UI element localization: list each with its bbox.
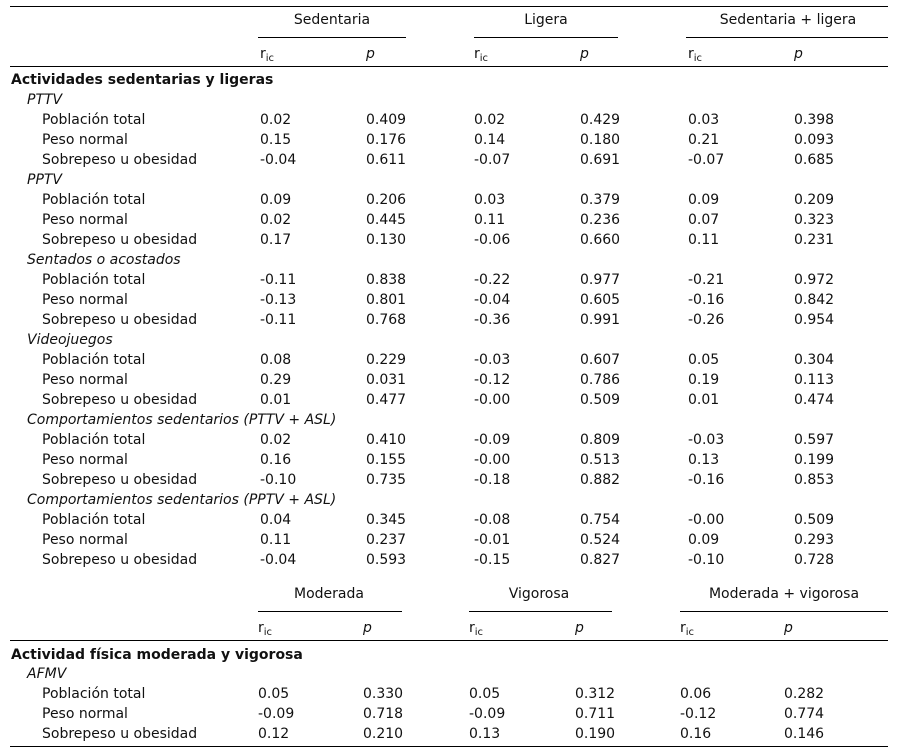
table-cell: 0.14 [474, 132, 506, 148]
row-label: Población total [42, 512, 146, 528]
table-cell: 0.977 [580, 272, 621, 288]
row-label: Sobrepeso u obesidad [42, 552, 198, 568]
table-cell: 0.130 [366, 232, 407, 248]
table-cell: -0.09 [474, 432, 511, 448]
table-cell: -0.11 [260, 312, 297, 328]
table-top-rule [10, 6, 888, 7]
table-cell: 0.05 [258, 686, 290, 702]
table-cell: -0.00 [688, 512, 725, 528]
row-label: Sobrepeso u obesidad [42, 152, 198, 168]
table-cell: -0.00 [474, 392, 511, 408]
table-cell: 0.229 [366, 352, 407, 368]
row-label: Población total [42, 686, 146, 702]
table-cell: 0.12 [258, 726, 290, 742]
group-header-2: Ligera [524, 12, 568, 28]
table-cell: 0.21 [688, 132, 720, 148]
table-cell: 0.754 [580, 512, 621, 528]
group-rule-2 [474, 37, 618, 38]
r-symbol: r [680, 620, 686, 636]
table-cell: 0.03 [474, 192, 506, 208]
table-cell: 0.236 [580, 212, 621, 228]
table-cell: 0.474 [794, 392, 835, 408]
table-cell: -0.08 [474, 512, 511, 528]
row-label: Sobrepeso u obesidad [42, 312, 198, 328]
table-cell: 0.05 [688, 352, 720, 368]
table-cell: -0.10 [260, 472, 297, 488]
row-label: Peso normal [42, 132, 128, 148]
table-cell: 0.03 [688, 112, 720, 128]
group-rule-1 [258, 37, 406, 38]
table-cell: 0.972 [794, 272, 835, 288]
table-cell: 0.445 [366, 212, 407, 228]
group-header-5: Vigorosa [508, 586, 570, 602]
table-cell: 0.01 [688, 392, 720, 408]
table-cell: 0.293 [794, 532, 835, 548]
table-cell: 0.08 [260, 352, 292, 368]
table-cell: 0.180 [580, 132, 621, 148]
r-subscript: ic [474, 627, 484, 638]
table-cell: 0.19 [688, 372, 720, 388]
table-cell: 0.11 [474, 212, 506, 228]
table-cell: 0.345 [366, 512, 407, 528]
row-label: Población total [42, 192, 146, 208]
table-cell: 0.735 [366, 472, 407, 488]
r-subscript: ic [693, 53, 703, 64]
table-cell: 0.809 [580, 432, 621, 448]
top-group-2-p-label: p [580, 46, 589, 62]
table-cell: 0.02 [260, 212, 292, 228]
table-cell: -0.22 [474, 272, 511, 288]
r-subscript: ic [685, 627, 695, 638]
group-rule-6 [680, 611, 888, 612]
table-cell: 0.09 [688, 532, 720, 548]
bottom-group-3-r-ic-label [680, 620, 694, 636]
table-cell: 0.509 [580, 392, 621, 408]
table-cell: -0.07 [474, 152, 511, 168]
row-label: Población total [42, 112, 146, 128]
table-cell: 0.611 [366, 152, 407, 168]
table-cell: 0.477 [366, 392, 407, 408]
top-group-1-p-label: p [366, 46, 375, 62]
bottom-group-1-r-ic-label [258, 620, 272, 636]
table-cell: 0.16 [680, 726, 712, 742]
table-cell: 0.991 [580, 312, 621, 328]
table-cell: 0.190 [575, 726, 616, 742]
table-cell: 0.728 [794, 552, 835, 568]
table-cell: -0.03 [688, 432, 725, 448]
subsection-title: PPTV [27, 172, 63, 188]
table-cell: 0.838 [366, 272, 407, 288]
table-cell: -0.36 [474, 312, 511, 328]
table-cell: -0.12 [680, 706, 717, 722]
r-symbol: r [260, 46, 266, 62]
subsection-title: PTTV [27, 92, 63, 108]
row-label: Peso normal [42, 292, 128, 308]
table-cell: 0.409 [366, 112, 407, 128]
table-cell: -0.06 [474, 232, 511, 248]
r-subscript: ic [265, 53, 275, 64]
table-cell: 0.330 [363, 686, 404, 702]
table-cell: 0.210 [363, 726, 404, 742]
table-cell: 0.774 [784, 706, 825, 722]
table-cell: 0.199 [794, 452, 835, 468]
table-cell: 0.323 [794, 212, 835, 228]
table-cell: 0.07 [688, 212, 720, 228]
table-cell: 0.513 [580, 452, 621, 468]
table-cell: -0.09 [469, 706, 506, 722]
table-cell: -0.10 [688, 552, 725, 568]
table-cell: 0.13 [469, 726, 501, 742]
table-cell: -0.15 [474, 552, 511, 568]
row-label: Peso normal [42, 706, 128, 722]
row-label: Sobrepeso u obesidad [42, 392, 198, 408]
table-cell: -0.13 [260, 292, 297, 308]
table-cell: 0.237 [366, 532, 407, 548]
top-group-3-r-ic-label [688, 46, 702, 62]
row-label: Sobrepeso u obesidad [42, 472, 198, 488]
table-cell: 0.524 [580, 532, 621, 548]
subsection-title: Videojuegos [27, 332, 113, 348]
table-cell: 0.827 [580, 552, 621, 568]
bottom-group-3-p-label: p [784, 620, 793, 636]
table-cell: 0.660 [580, 232, 621, 248]
table-cell: 0.685 [794, 152, 835, 168]
bottom-group-2-r-ic-label [469, 620, 483, 636]
table-cell: 0.05 [469, 686, 501, 702]
subsection-title: Sentados o acostados [27, 252, 181, 268]
table-cell: 0.16 [260, 452, 292, 468]
table-cell: 0.768 [366, 312, 407, 328]
group-rule-5 [469, 611, 612, 612]
top-group-2-r-ic-label [474, 46, 488, 62]
table-cell: 0.01 [260, 392, 292, 408]
table-cell: 0.282 [784, 686, 825, 702]
table-cell: 0.29 [260, 372, 292, 388]
table-cell: 0.13 [688, 452, 720, 468]
top-group-1-r-ic-label [260, 46, 274, 62]
table-cell: -0.18 [474, 472, 511, 488]
table-cell: 0.954 [794, 312, 835, 328]
table-cell: 0.304 [794, 352, 835, 368]
table-cell: 0.801 [366, 292, 407, 308]
row-label: Peso normal [42, 212, 128, 228]
table-cell: 0.398 [794, 112, 835, 128]
row-label: Población total [42, 272, 146, 288]
table-cell: 0.718 [363, 706, 404, 722]
table-cell: 0.09 [260, 192, 292, 208]
table-cell: 0.02 [260, 432, 292, 448]
bottom-header-rule [10, 640, 888, 641]
table-cell: -0.01 [474, 532, 511, 548]
table-cell: -0.12 [474, 372, 511, 388]
table-cell: 0.02 [474, 112, 506, 128]
group-header-4: Moderada [294, 586, 364, 602]
subsection-title: AFMV [27, 666, 67, 682]
table-cell: -0.09 [258, 706, 295, 722]
table-cell: 0.155 [366, 452, 407, 468]
subsection-title: Comportamientos sedentarios (PPTV + ASL) [27, 492, 337, 508]
header-bottom-rule [10, 66, 888, 67]
table-cell: 0.15 [260, 132, 292, 148]
r-subscript: ic [479, 53, 489, 64]
group-header-1: Sedentaria [293, 12, 371, 28]
table-cell: 0.429 [580, 112, 621, 128]
r-subscript: ic [263, 627, 273, 638]
row-label: Peso normal [42, 452, 128, 468]
table-cell: 0.691 [580, 152, 621, 168]
table-cell: 0.06 [680, 686, 712, 702]
table-cell: 0.17 [260, 232, 292, 248]
subsection-title: Comportamientos sedentarios (PTTV + ASL) [27, 412, 337, 428]
table-cell: 0.509 [794, 512, 835, 528]
table-cell: 0.206 [366, 192, 407, 208]
table-cell: -0.04 [260, 152, 297, 168]
table-cell: 0.04 [260, 512, 292, 528]
table-cell: 0.593 [366, 552, 407, 568]
row-label: Peso normal [42, 532, 128, 548]
table-cell: -0.07 [688, 152, 725, 168]
table-cell: 0.605 [580, 292, 621, 308]
table-cell: 0.882 [580, 472, 621, 488]
bottom-group-1-p-label: p [363, 620, 372, 636]
section-title-sedentary: Actividades sedentarias y ligeras [11, 72, 274, 88]
table-cell: -0.16 [688, 472, 725, 488]
r-symbol: r [469, 620, 475, 636]
table-cell: -0.04 [474, 292, 511, 308]
group-header-3: Sedentaria + ligera [719, 12, 857, 28]
r-symbol: r [258, 620, 264, 636]
table-cell: 0.176 [366, 132, 407, 148]
table-cell: 0.113 [794, 372, 835, 388]
row-label: Población total [42, 352, 146, 368]
table-cell: 0.231 [794, 232, 835, 248]
table-cell: 0.312 [575, 686, 616, 702]
group-rule-3 [686, 37, 888, 38]
section-title-moderate: Actividad física moderada y vigorosa [11, 647, 303, 663]
group-rule-4 [258, 611, 402, 612]
table-cell: 0.597 [794, 432, 835, 448]
table-cell: 0.853 [794, 472, 835, 488]
table-cell: 0.786 [580, 372, 621, 388]
table-cell: 0.11 [688, 232, 720, 248]
table-cell: 0.379 [580, 192, 621, 208]
table-cell: 0.711 [575, 706, 616, 722]
table-cell: 0.031 [366, 372, 407, 388]
row-label: Población total [42, 432, 146, 448]
row-label: Sobrepeso u obesidad [42, 232, 198, 248]
top-group-3-p-label: p [794, 46, 803, 62]
table-cell: 0.607 [580, 352, 621, 368]
r-symbol: r [474, 46, 480, 62]
table-cell: 0.11 [260, 532, 292, 548]
bottom-group-2-p-label: p [575, 620, 584, 636]
table-cell: -0.03 [474, 352, 511, 368]
table-cell: -0.21 [688, 272, 725, 288]
table-cell: -0.26 [688, 312, 725, 328]
table-cell: 0.02 [260, 112, 292, 128]
group-header-6: Moderada + vigorosa [708, 586, 860, 602]
table-cell: 0.842 [794, 292, 835, 308]
table-cell: -0.04 [260, 552, 297, 568]
row-label: Sobrepeso u obesidad [42, 726, 198, 742]
table-cell: 0.093 [794, 132, 835, 148]
table-cell: -0.00 [474, 452, 511, 468]
table-cell: -0.11 [260, 272, 297, 288]
table-cell: 0.09 [688, 192, 720, 208]
table-bottom-rule [10, 746, 888, 747]
table-cell: 0.209 [794, 192, 835, 208]
table-cell: -0.16 [688, 292, 725, 308]
table-cell: 0.146 [784, 726, 825, 742]
row-label: Peso normal [42, 372, 128, 388]
r-symbol: r [688, 46, 694, 62]
table-cell: 0.410 [366, 432, 407, 448]
